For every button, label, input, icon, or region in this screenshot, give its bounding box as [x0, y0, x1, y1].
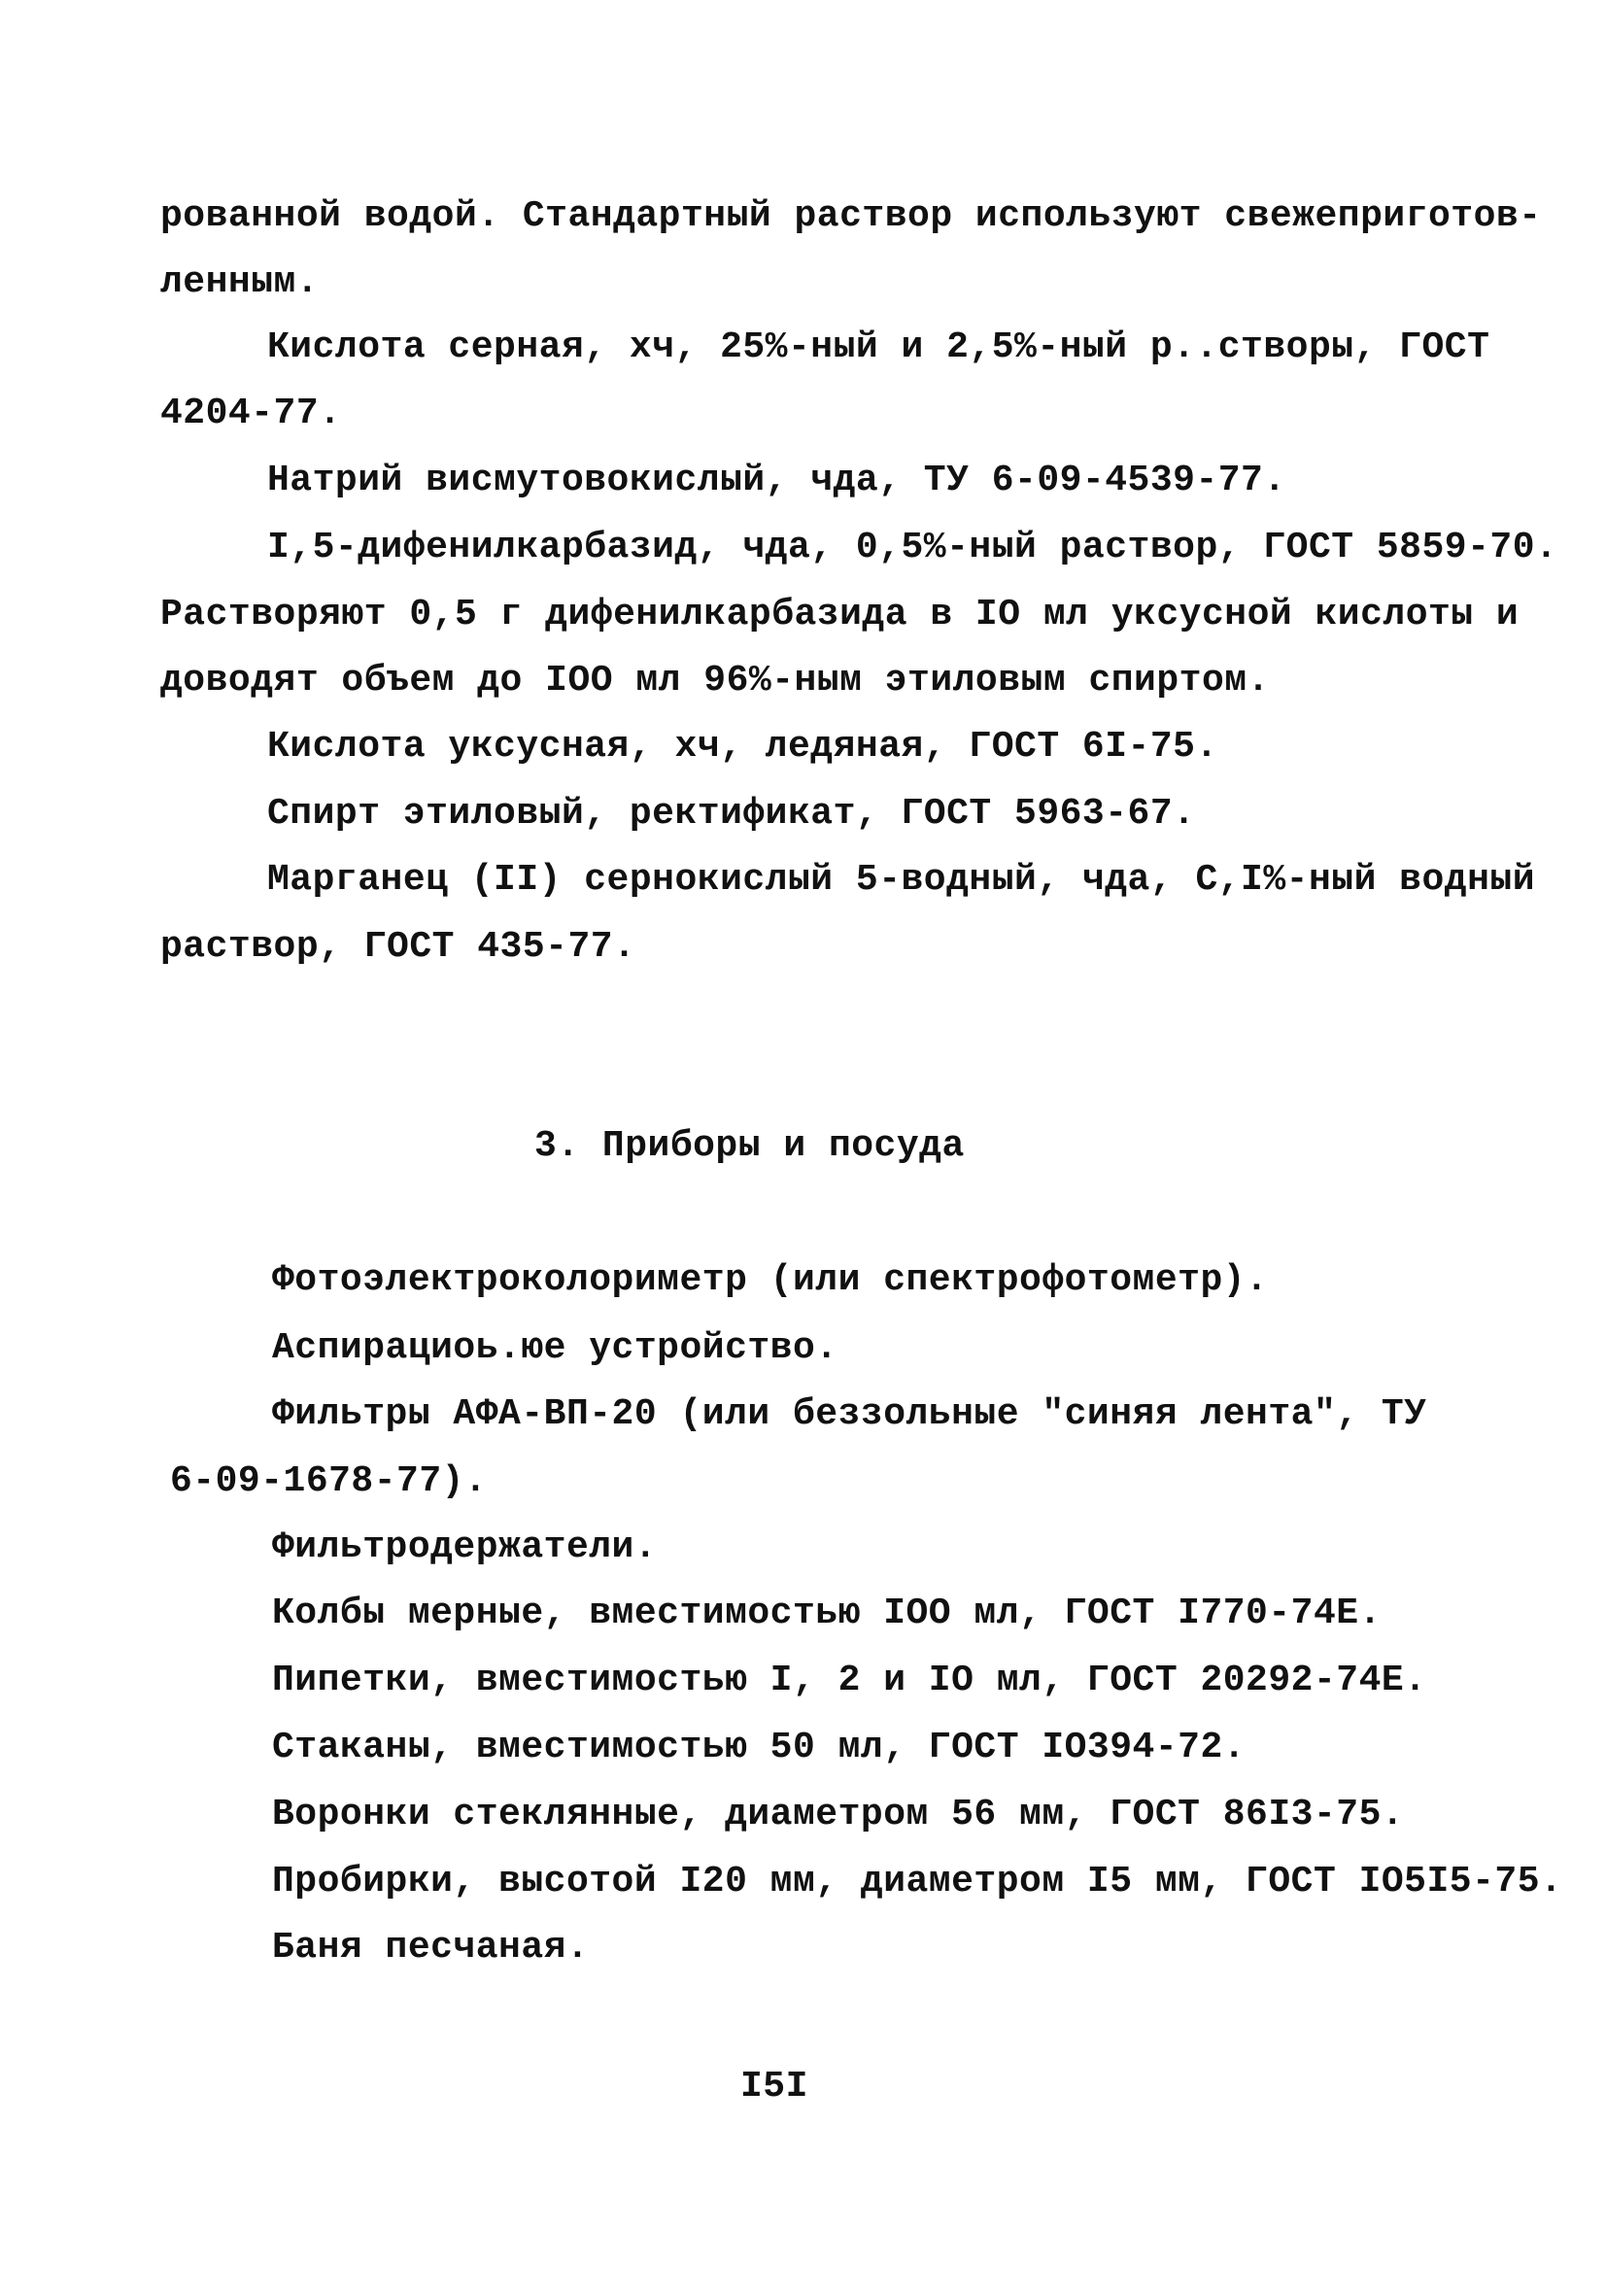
- text-line: Фотоэлектроколориметр (или спектрофотометр).: [272, 1259, 1269, 1301]
- text-line: раствор, ГОСТ 435-77.: [160, 926, 636, 968]
- text-line: Растворяют 0,5 г дифенилкарбазида в IO мл уксусной кислоты и: [160, 594, 1520, 635]
- text-line: Пипетки, вместимостью I, 2 и IO мл, ГОСТ 20292-74Е.: [272, 1660, 1427, 1701]
- text-line: Натрий висмутовокислый, чда, ТУ 6-09-4539-77.: [267, 460, 1286, 501]
- text-line: Аспирациоь.юе устройство.: [272, 1327, 838, 1369]
- text-line: Марганец (II) сернокислый 5-водный, чда, С,I%-ный водный: [267, 859, 1536, 901]
- text-line: Воронки стеклянные, диаметром 56 мм, ГОСТ 86I3-75.: [272, 1794, 1405, 1835]
- text-line: Кислота серная, хч, 25%-ный и 2,5%-ный p..створы, ГОСТ: [267, 326, 1490, 368]
- text-line: доводят объем до IOO мл 96%-ным этиловым спиртом.: [160, 660, 1270, 702]
- section-heading: 3. Приборы и посуда: [534, 1125, 965, 1167]
- text-line: 4204-77.: [160, 393, 342, 434]
- text-line: Спирт этиловый, ректификат, ГОСТ 5963-67.: [267, 793, 1196, 835]
- text-line: 6-09-1678-77).: [170, 1460, 488, 1502]
- text-line: I,5-дифенилкарбазид, чда, 0,5%-ный раствор, ГОСТ 5859-70.: [267, 527, 1558, 568]
- text-line: Фильтродержатели.: [272, 1526, 658, 1568]
- text-line: Колбы мерные, вместимостью IOO мл, ГОСТ I770-74Е.: [272, 1593, 1382, 1634]
- text-line: Баня песчаная.: [272, 1927, 590, 1969]
- text-line: Кислота уксусная, хч, ледяная, ГОСТ 6I-75.: [267, 726, 1218, 768]
- text-line: рованной водой. Стандартный раствор используют свежеприготов-: [160, 195, 1542, 237]
- page-number: I5I: [740, 2066, 808, 2108]
- text-line: ленным.: [160, 261, 320, 303]
- text-line: Стаканы, вместимостью 50 мл, ГОСТ IO394-72.: [272, 1727, 1247, 1768]
- text-line: Пробирки, высотой I20 мм, диаметром I5 мм, ГОСТ IO5I5-75.: [272, 1861, 1563, 1902]
- text-line: Фильтры АФА-ВП-20 (или беззольные "синяя лента", ТУ: [272, 1393, 1427, 1435]
